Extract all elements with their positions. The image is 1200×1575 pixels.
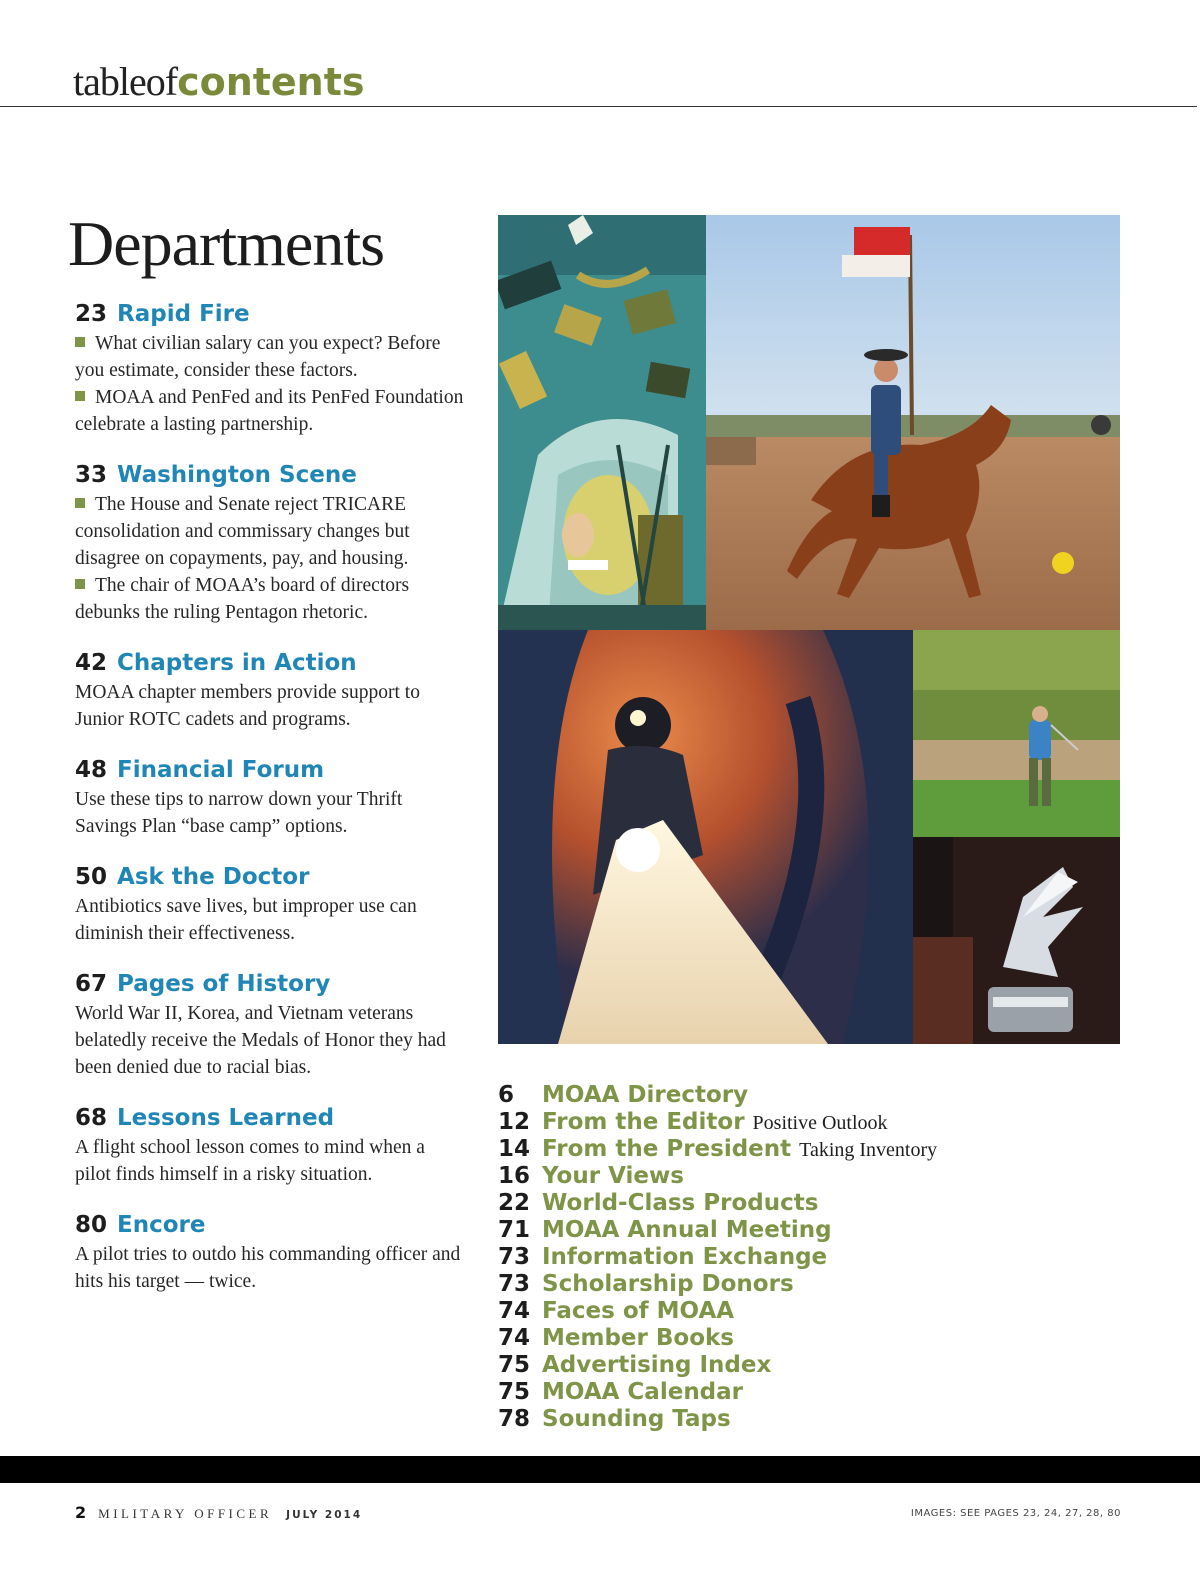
department-title[interactable]: Washington Scene [117, 462, 357, 488]
regular-page-number: 74 [498, 1325, 531, 1351]
regular-title: Scholarship Donors [542, 1271, 794, 1297]
description-text: A flight school lesson comes to mind when a pilot finds himself in a risky situation. [75, 1137, 425, 1185]
regular-title: Advertising Index [542, 1352, 772, 1378]
department-entry [75, 861, 465, 947]
regular-entry[interactable] [498, 1271, 1158, 1298]
regular-entry[interactable] [498, 1217, 1158, 1244]
department-title[interactable]: Chapters in Action [117, 650, 357, 676]
square-bullet-icon [75, 498, 85, 508]
regular-page-number: 73 [498, 1271, 531, 1297]
department-heading-line [75, 968, 465, 1000]
footer-folio [75, 1503, 362, 1522]
description-text: World War II, Korea, and Vietnam veterans belatedly receive the Medals of Honor they had been denied due to racial bias. [75, 1003, 446, 1078]
regular-entry[interactable] [498, 1352, 1158, 1379]
department-entry [75, 1209, 465, 1295]
description-text: What civilian salary can you expect? Before you estimate, consider these factors. [75, 333, 441, 381]
regular-title: From the President [542, 1136, 792, 1162]
description-text: A pilot tries to outdo his commanding officer and hits his target — twice. [75, 1244, 461, 1292]
crystal-eagle-award-photo [913, 837, 1120, 1044]
image-credit: IMAGES: SEE PAGES 23, 24, 27, 28, 80 [910, 1508, 1121, 1519]
department-heading-line [75, 647, 465, 679]
department-heading-line [75, 754, 465, 786]
illustration-soldier-image [498, 215, 706, 630]
department-heading-line [75, 1209, 465, 1241]
department-title[interactable]: Rapid Fire [117, 301, 250, 327]
description-text: The chair of MOAA’s board of directors debunks the ruling Pentagon rhetoric. [75, 575, 410, 623]
miner-illustration-image [498, 630, 913, 1044]
department-description [75, 679, 465, 733]
regular-title: World-Class Products [542, 1190, 819, 1216]
department-description [75, 1000, 465, 1081]
header-rule [0, 106, 1197, 107]
description-text: MOAA chapter members provide support to Junior ROTC cadets and programs. [75, 682, 420, 730]
departments-list [75, 298, 465, 1316]
department-heading-line [75, 459, 465, 491]
regular-entry[interactable] [498, 1109, 1158, 1136]
department-description [75, 491, 465, 572]
department-page-number: 23 [75, 301, 108, 327]
regular-entry[interactable] [498, 1163, 1158, 1190]
regular-title: MOAA Annual Meeting [542, 1217, 832, 1243]
department-heading-line [75, 298, 465, 330]
regular-page-number: 16 [498, 1163, 531, 1189]
page-number: 2 [75, 1503, 87, 1522]
department-description [75, 893, 465, 947]
publication-name: MILITARY OFFICER [98, 1506, 273, 1521]
regular-subtitle: Positive Outlook [752, 1112, 888, 1134]
department-description [75, 384, 465, 438]
department-entry [75, 1102, 465, 1188]
department-title[interactable]: Pages of History [117, 971, 331, 997]
regular-entry[interactable] [498, 1406, 1158, 1433]
department-page-number: 48 [75, 757, 108, 783]
regular-title: Sounding Taps [542, 1406, 731, 1432]
regular-title: From the Editor [542, 1109, 745, 1135]
regular-entry[interactable] [498, 1136, 1158, 1163]
issue-date: JULY 2014 [286, 1509, 363, 1521]
square-bullet-icon [75, 391, 85, 401]
department-entry [75, 298, 465, 438]
department-description [75, 786, 465, 840]
department-entry [75, 459, 465, 626]
department-entry [75, 647, 465, 733]
regular-page-number: 73 [498, 1244, 531, 1270]
masthead-accent: contents [177, 60, 365, 104]
regular-page-number: 74 [498, 1298, 531, 1324]
department-title[interactable]: Financial Forum [117, 757, 325, 783]
department-page-number: 67 [75, 971, 108, 997]
description-text: MOAA and PenFed and its PenFed Foundation celebrate a lasting partnership. [75, 387, 464, 435]
masthead-plain: tableof [73, 59, 178, 104]
golfer-photo [913, 630, 1120, 837]
regular-page-number: 75 [498, 1352, 531, 1378]
regular-title: MOAA Directory [542, 1082, 749, 1108]
department-heading-line [75, 1102, 465, 1134]
department-title[interactable]: Ask the Doctor [117, 864, 310, 890]
square-bullet-icon [75, 337, 85, 347]
regular-subtitle: Taking Inventory [799, 1139, 938, 1161]
regular-entry[interactable] [498, 1190, 1158, 1217]
cavalry-rider-photo [706, 215, 1120, 630]
regular-entry[interactable] [498, 1325, 1158, 1352]
square-bullet-icon [75, 579, 85, 589]
departments-heading: Departments [68, 208, 384, 279]
regular-title: MOAA Calendar [542, 1379, 744, 1405]
regular-title: Your Views [542, 1163, 684, 1189]
description-text: The House and Senate reject TRICARE consolidation and commissary changes but disagree on copayments, pay, and housing. [75, 494, 410, 569]
regular-title: Information Exchange [542, 1244, 828, 1270]
department-page-number: 33 [75, 462, 108, 488]
regular-page-number: 12 [498, 1109, 531, 1135]
department-page-number: 68 [75, 1105, 108, 1131]
description-text: Use these tips to narrow down your Thrift Savings Plan “base camp” options. [75, 789, 403, 837]
department-title[interactable]: Encore [117, 1212, 206, 1238]
regulars-list [498, 1082, 1158, 1433]
department-description [75, 1134, 465, 1188]
regular-page-number: 14 [498, 1136, 531, 1162]
department-description [75, 1241, 465, 1295]
description-text: Antibiotics save lives, but improper use can diminish their effectiveness. [75, 896, 417, 944]
regular-page-number: 78 [498, 1406, 531, 1432]
department-page-number: 50 [75, 864, 108, 890]
department-heading-line [75, 861, 465, 893]
department-page-number: 80 [75, 1212, 108, 1238]
regular-title: Member Books [542, 1325, 734, 1351]
department-title[interactable]: Lessons Learned [117, 1105, 335, 1131]
footer-bar [0, 1456, 1200, 1483]
section-masthead [73, 59, 365, 104]
regular-page-number: 71 [498, 1217, 531, 1243]
regular-entry[interactable] [498, 1298, 1158, 1325]
regular-page-number: 75 [498, 1379, 531, 1405]
regular-entry[interactable] [498, 1244, 1158, 1271]
department-description [75, 330, 465, 384]
regular-entry[interactable] [498, 1082, 1158, 1109]
regular-entry[interactable] [498, 1379, 1158, 1406]
regular-page-number: 6 [498, 1082, 515, 1108]
department-page-number: 42 [75, 650, 108, 676]
department-entry [75, 754, 465, 840]
regular-page-number: 22 [498, 1190, 531, 1216]
regular-title: Faces of MOAA [542, 1298, 735, 1324]
department-entry [75, 968, 465, 1081]
department-description [75, 572, 465, 626]
